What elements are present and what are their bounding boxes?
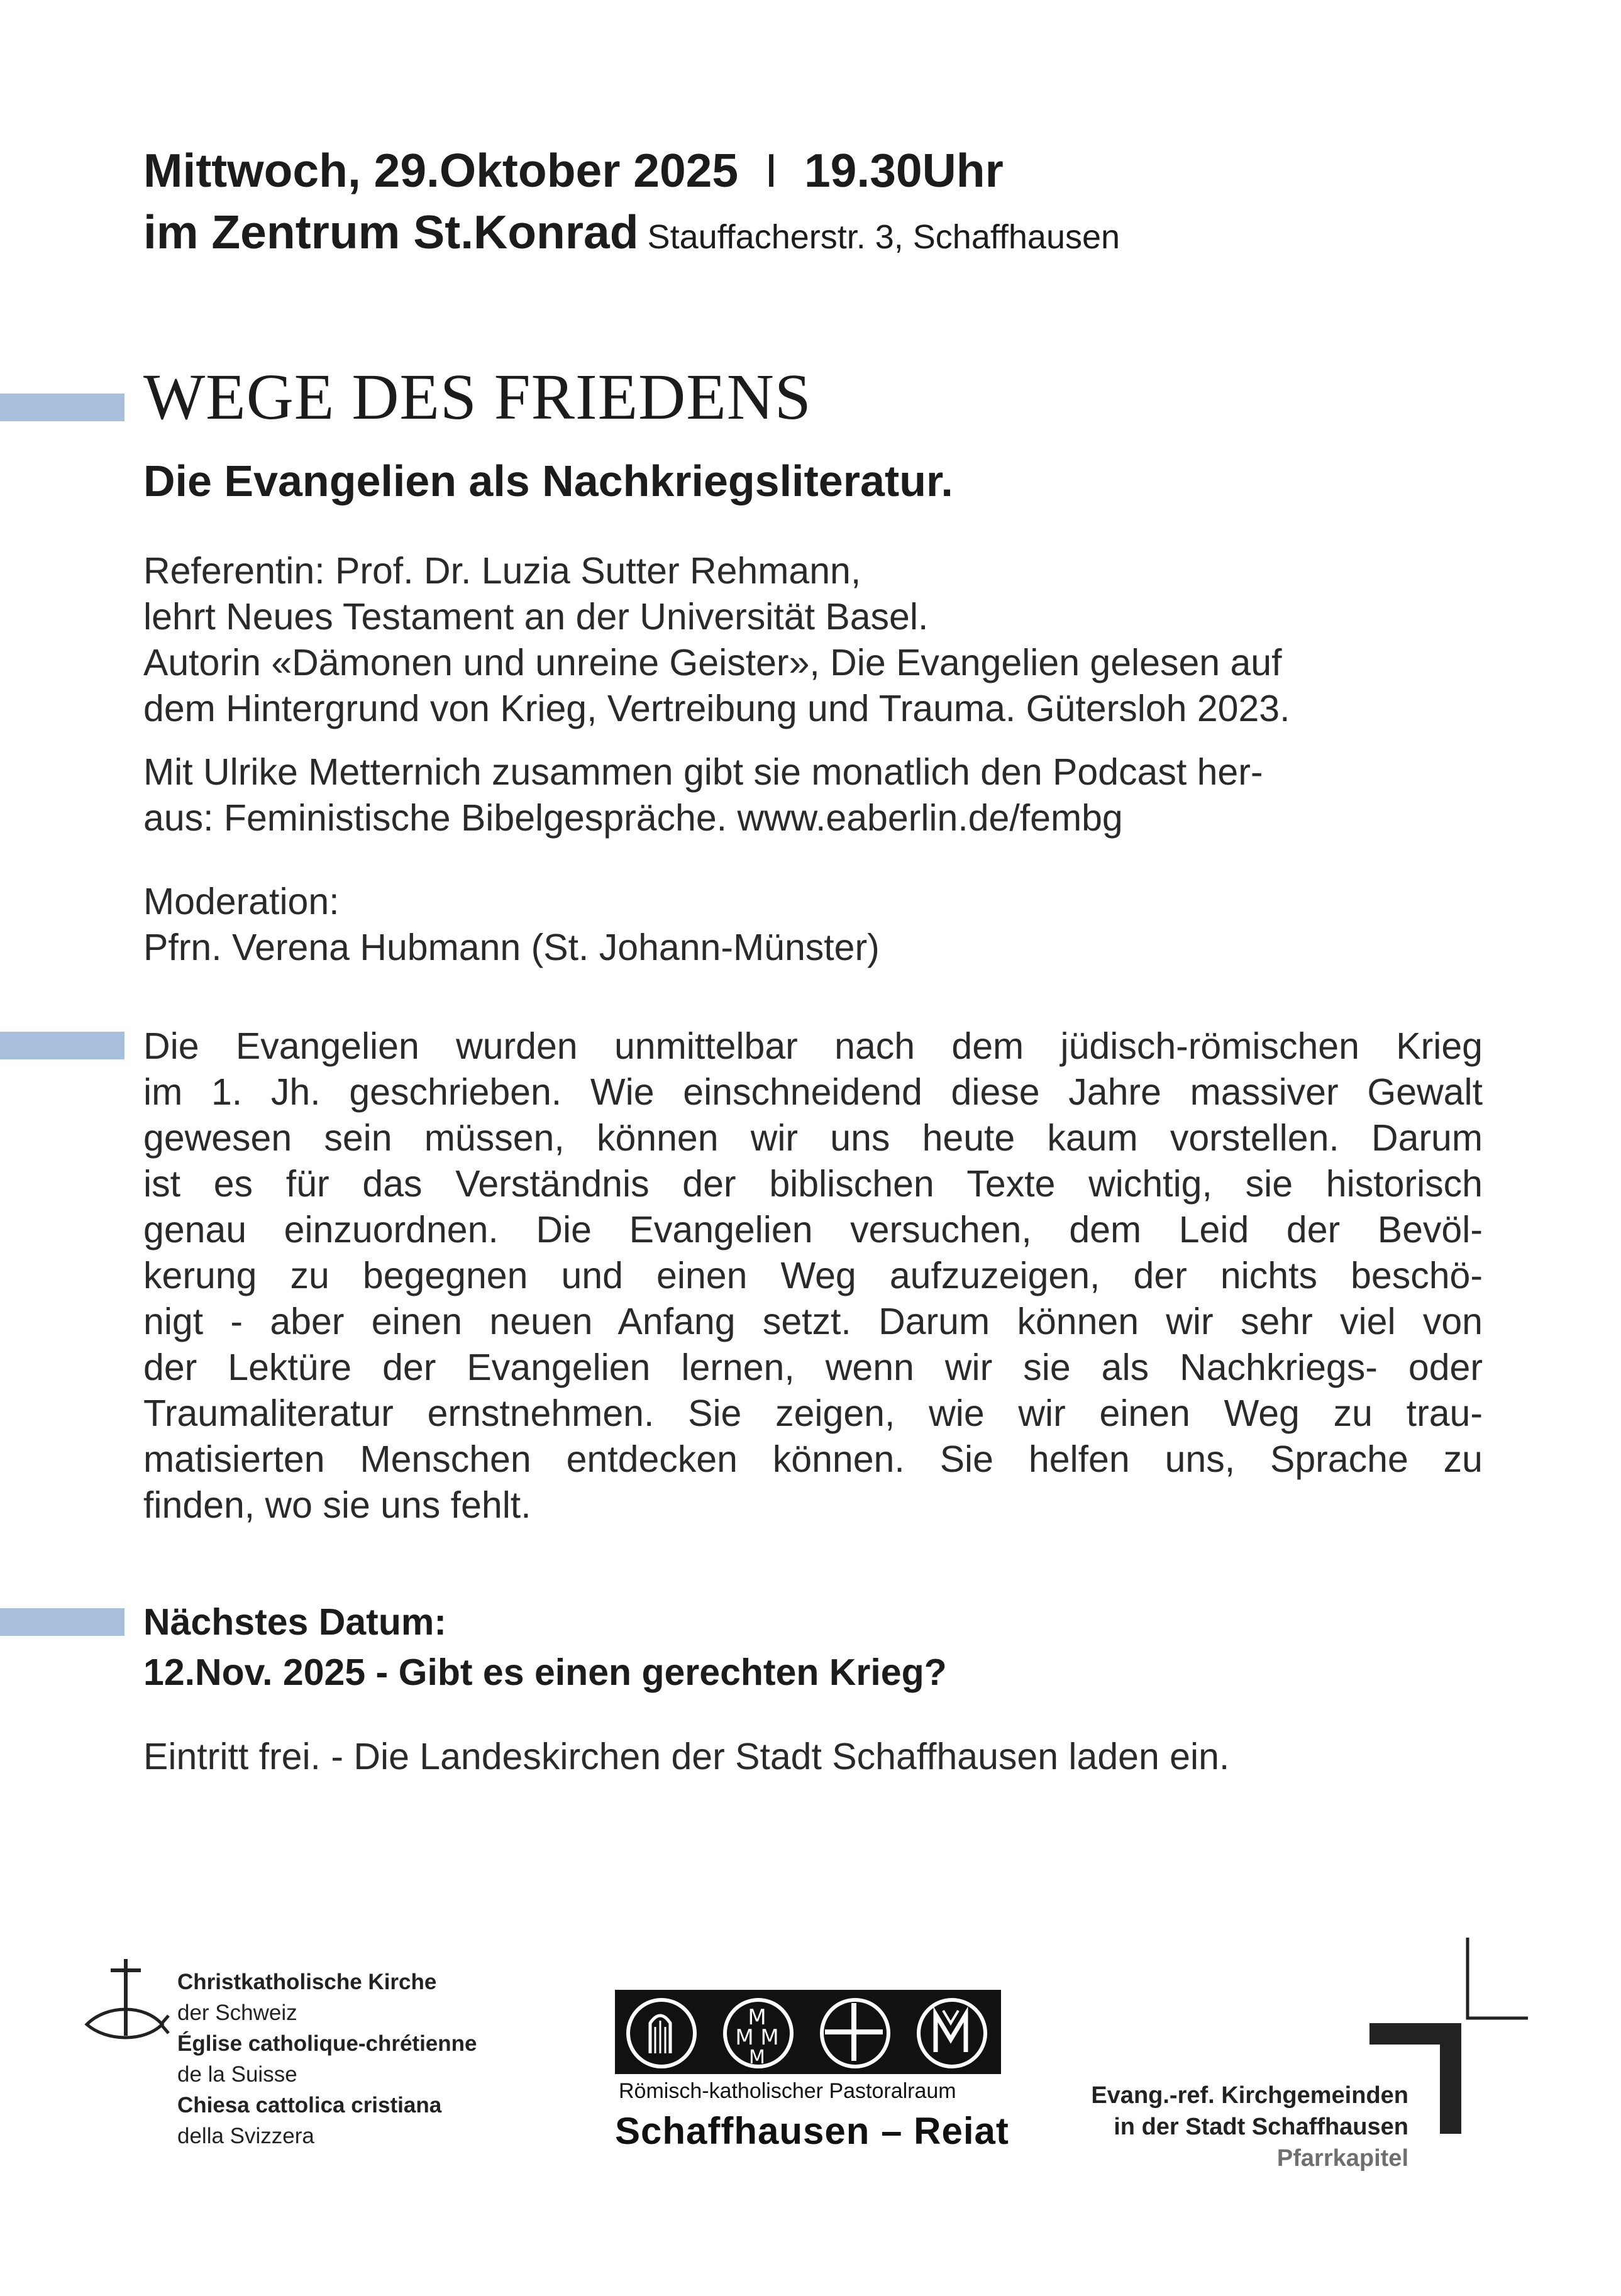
page-title: WEGE DES FRIEDENS xyxy=(143,361,812,433)
logo-line: Evang.-ref. Kirchgemeinden xyxy=(1091,2082,1408,2109)
logo-line: della Svizzera xyxy=(177,2124,314,2148)
footer-note-text: Eintritt frei. - Die Landeskirchen der Stadt Schaffhausen laden ein. xyxy=(143,1736,1230,1777)
event-date: Mittwoch, 29.Oktober 2025 xyxy=(143,144,739,197)
next-date-label: Nächstes Datum: xyxy=(143,1601,446,1643)
svg-text:M: M xyxy=(748,2005,766,2030)
svg-text:M: M xyxy=(749,2046,765,2068)
speaker-line: Autorin «Dämonen und unreine Geister», Die Evangelien gelesen auf xyxy=(143,642,1282,683)
next-date xyxy=(143,1597,947,1697)
description-line: ist es für das Verständnis der biblischen Texte wichtig, sie historisch xyxy=(143,1163,1483,1205)
accent-bar xyxy=(0,394,124,421)
moderation-label: Moderation: xyxy=(143,881,340,922)
page-subtitle: Die Evangelien als Nachkriegsliteratur. xyxy=(143,456,953,505)
moderator-name: Pfrn. Verena Hubmann (St. Johann-Münster) xyxy=(143,927,880,968)
logo-line: Église catholique-chrétienne xyxy=(177,2031,477,2056)
description-line: Traumaliteratur ernstnehmen. Sie zeigen, wie wir einen Weg zu trau- xyxy=(143,1393,1483,1434)
reformiert-logo xyxy=(1056,1935,1534,2172)
logo-caption: Römisch-katholischer Pastoralraum xyxy=(619,2079,956,2103)
description-line: Die Evangelien wurden unmittelbar nach dem jüdisch-römischen Krieg xyxy=(143,1025,1483,1067)
separator: I xyxy=(765,144,778,197)
logo-line: de la Suisse xyxy=(177,2062,297,2087)
accent-bar xyxy=(0,1032,124,1059)
footer-note xyxy=(143,1734,1483,1780)
speaker-info xyxy=(143,548,1483,732)
venue-name: im Zentrum St.Konrad xyxy=(143,206,639,258)
logo-line: in der Stadt Schaffhausen xyxy=(1114,2114,1408,2140)
event-date-time xyxy=(143,143,1004,197)
speaker-line: dem Hintergrund von Krieg, Vertreibung und Trauma. Gütersloh 2023. xyxy=(143,688,1290,729)
accent-bar xyxy=(0,1608,124,1636)
description-line: nigt - aber einen neuen Anfang setzt. Darum können wir sehr viel von xyxy=(143,1301,1483,1342)
roemisch-katholisch-logo xyxy=(615,1990,1009,2172)
description-line: gewesen sein müssen, können wir uns heute kaum vorstellen. Darum xyxy=(143,1117,1483,1159)
speaker-line: Referentin: Prof. Dr. Luzia Sutter Rehmann, xyxy=(143,550,861,592)
event-venue xyxy=(143,205,1120,259)
event-time: 19.30Uhr xyxy=(804,144,1004,197)
description-line: der Lektüre der Evangelien lernen, wenn wir sie als Nachkriegs- oder xyxy=(143,1347,1483,1388)
podcast-info xyxy=(143,749,1483,841)
podcast-line: aus: Feministische Bibelgespräche. www.eaberlin.de/fembg xyxy=(143,797,1123,839)
description-line: im 1. Jh. geschrieben. Wie einschneidend diese Jahre massiver Gewalt xyxy=(143,1071,1483,1113)
moderation-info xyxy=(143,879,1483,971)
description-line: finden, wo sie uns fehlt. xyxy=(143,1484,531,1526)
speaker-line: lehrt Neues Testament an der Universität Basel. xyxy=(143,596,929,637)
logo-line: Christkatholische Kirche xyxy=(177,1970,437,1994)
logo-name: Schaffhausen – Reiat xyxy=(615,2110,1009,2152)
svg-text:M: M xyxy=(760,2025,779,2050)
fish-anchor-icon xyxy=(82,1954,170,2042)
podcast-line: Mit Ulrike Metternich zusammen gibt sie monatlich den Podcast her- xyxy=(143,751,1263,793)
logo-line: der Schweiz xyxy=(177,2001,297,2025)
logo-line: Chiesa cattolica cristiana xyxy=(177,2093,442,2117)
next-date-event: 12.Nov. 2025 - Gibt es einen gerechten Krieg? xyxy=(143,1652,947,1693)
description xyxy=(143,1024,1483,1528)
description-line: matisierten Menschen entdecken können. Sie helfen uns, Sprache zu xyxy=(143,1438,1483,1480)
svg-text:M: M xyxy=(735,2025,754,2050)
description-line: genau einzuordnen. Die Evangelien versuchen, dem Leid der Bevöl- xyxy=(143,1209,1483,1250)
logo-line: Pfarrkapitel xyxy=(1276,2145,1408,2172)
parish-symbols-icon xyxy=(615,1990,1001,2074)
description-line: kerung zu begegnen und einen Weg aufzuzeigen, der nichts beschö- xyxy=(143,1255,1483,1296)
venue-address: Stauffacherstr. 3, Schaffhausen xyxy=(647,218,1120,256)
